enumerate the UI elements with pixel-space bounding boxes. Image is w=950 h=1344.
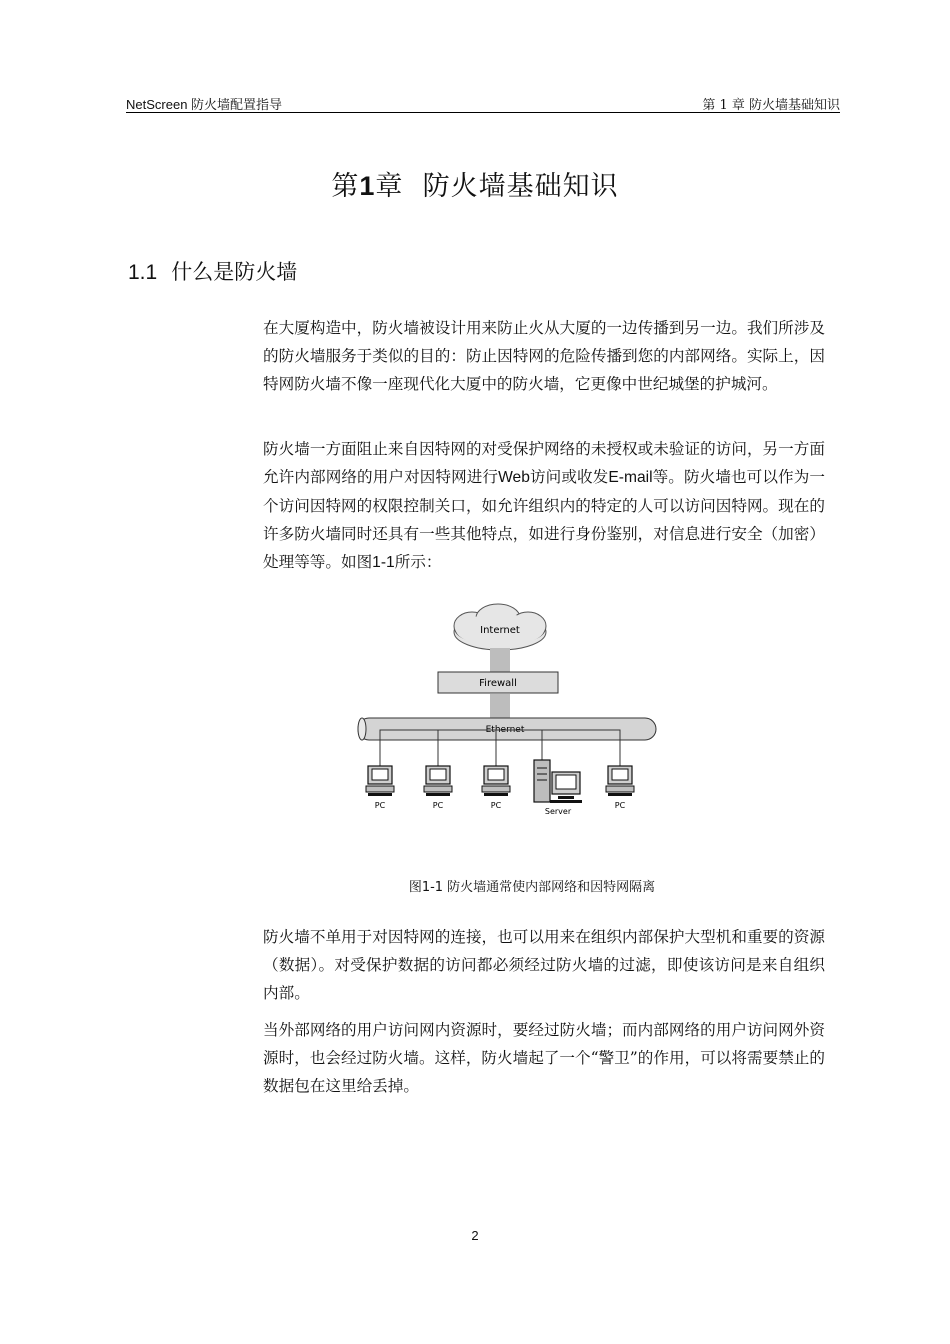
internet-firewall-link (490, 648, 510, 672)
firewall-ethernet-link (490, 694, 510, 718)
ethernet-label: Ethernet (485, 725, 525, 735)
firewall-label: Firewall (479, 678, 517, 689)
pc-icon (482, 766, 510, 796)
paragraph-2-email: E-mail (608, 469, 653, 486)
pc-icon (606, 766, 634, 796)
section-name: 什么是防火墙 (171, 261, 298, 284)
pc-label: PC (490, 801, 502, 810)
pc-label: PC (432, 801, 444, 810)
pc-label: PC (374, 801, 386, 810)
paragraph-2 (263, 435, 825, 577)
ethernet-bus (358, 718, 656, 740)
paragraph-4: 当外部网络的用户访问网内资源时，要经过防火墙；而内部网络的用户访问网外资源时，也会经过防火墙。这样，防火墙起了一个“警卫”的作用，可以将需要禁止的数据包在这里给丢掉。 (263, 1021, 825, 1095)
firewall-box (438, 672, 558, 693)
internet-cloud (454, 604, 546, 650)
paragraph-2-part-d: 所示： (394, 553, 442, 571)
internet-label: Internet (480, 625, 520, 636)
paragraph-2-figure-ref: 1-1 (372, 554, 395, 571)
header-document-title: NetScreen 防火墙配置指导 (126, 97, 283, 112)
chapter-number: 1 (359, 171, 376, 201)
chapter-suffix: 章 (375, 171, 404, 202)
paragraph-2-web: Web (498, 469, 530, 486)
network-diagram-svg (340, 600, 670, 830)
server-label: Server (544, 807, 572, 816)
network-diagram (340, 600, 670, 830)
paragraph-2-part-b: 访问或收发 (529, 468, 609, 486)
paragraph-2-part-a: 防火墙一方面阻止来自因特网的对受保护网络的未授权或未验证的访问，另一方面允许内部网络的用户对因特网进行 (263, 440, 825, 486)
paragraph-1: 在大厦构造中，防火墙被设计用来防止火从大厦的一边传播到另一边。我们所涉及的防火墙服务于类似的目的：防止因特网的危险传播到您的内部网络。实际上，因特网防火墙不像一座现代化大厦中的防火墙，它更像中世纪城堡的护城河。 (263, 319, 825, 393)
pc-icon (424, 766, 452, 796)
page-header (126, 94, 840, 113)
section-number: 1.1 (128, 261, 158, 284)
pc-label: PC (614, 801, 626, 810)
paragraph-2-part-c: 等。防火墙也可以作为一个访问因特网的权限控制关口，如允许组织内的特定的人可以访问因特网。现在的许多防火墙同时还具有一些其他特点，如进行身份鉴别，对信息进行安全（加密）处理等等。如图 (263, 468, 825, 571)
chapter-name: 防火墙基础知识 (422, 171, 619, 202)
chapter-prefix: 第 (331, 171, 360, 202)
page-number: 2 (471, 1228, 479, 1243)
server-icon (534, 760, 582, 803)
pc-icon (366, 766, 394, 796)
section-heading (128, 256, 297, 286)
paragraph-3: 防火墙不单用于对因特网的连接，也可以用来在组织内部保护大型机和重要的资源（数据）。对受保护数据的访问都必须经过防火墙的过滤，即使该访问是来自组织内部。 (263, 928, 825, 1002)
chapter-title (0, 164, 950, 203)
header-chapter-title: 第 1 章 防火墙基础知识 (702, 98, 840, 113)
figure-caption: 图1-1 防火墙通常使内部网络和因特网隔离 (408, 880, 656, 895)
